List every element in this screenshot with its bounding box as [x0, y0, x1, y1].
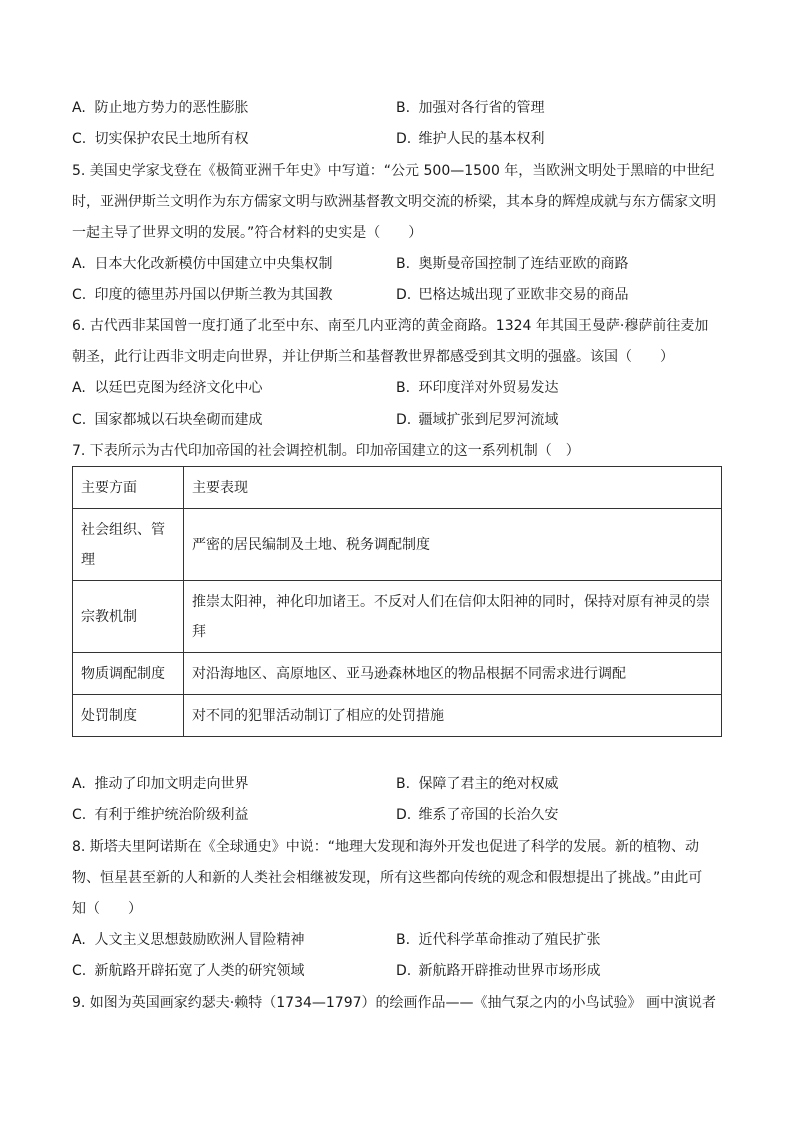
option-text: 推动了印加文明走向世界: [94, 776, 249, 792]
option-text: 有利于维护统治阶级利益: [94, 807, 249, 823]
option-text: 巴格达城出现了亚欧非交易的商品: [418, 287, 629, 303]
option-text: 新航路开辟推动世界市场形成: [418, 963, 601, 979]
q8-option-a: [72, 930, 304, 950]
table-cell-aspect: 处罚制度: [73, 695, 184, 737]
q9-stem-line-1: 9. 如图为英国画家约瑟夫·赖特（1734—1797）的绘画作品——《抽气泵之内的小鸟试验》 画中演说者: [72, 995, 716, 1011]
q8-option-d: [396, 961, 600, 981]
table-row: [73, 509, 722, 581]
table-header-cell: 主要方面: [73, 467, 184, 509]
option-text: 疆域扩张到尼罗河流域: [418, 412, 559, 428]
option-label: B.: [396, 256, 411, 272]
q7-table: [72, 466, 722, 737]
q6-option-b: [396, 378, 558, 398]
q7-option-b: [396, 774, 558, 794]
table-header-row: [73, 467, 722, 509]
q5-option-c: [72, 285, 332, 305]
table-header-cell: 主要表现: [184, 467, 722, 509]
table-cell-detail: 推崇太阳神，神化印加诸王。不反对人们在信仰太阳神的同时，保持对原有神灵的崇拜: [184, 581, 722, 653]
option-label: A.: [72, 932, 86, 948]
option-text: 维护人民的基本权利: [418, 131, 545, 147]
option-label: B.: [396, 932, 411, 948]
option-text: 奥斯曼帝国控制了连结亚欧的商路: [418, 256, 629, 272]
option-label: A.: [72, 100, 86, 116]
q6-stem-line-1: 6. 古代西非某国曾一度打通了北至中东、南至几内亚湾的黄金商路。1324 年其国王曼萨·穆萨前往麦加: [72, 318, 709, 334]
option-text: 人文主义思想鼓励欧洲人冒险精神: [94, 932, 305, 948]
q6-stem-line-2: 朝圣，此行让西非文明走向世界，并让伊斯兰和基督教世界都感受到其文明的强盛。该国（ ）: [72, 349, 674, 365]
table-cell-aspect: 社会组织、管理: [73, 509, 184, 581]
option-label: D.: [396, 412, 412, 428]
q5-stem-line-1: 5. 美国史学家戈登在《极简亚洲千年史》中写道：“公元 500—1500 年，当欧洲文明处于黑暗的中世纪: [72, 163, 715, 179]
q8-option-c: [72, 961, 304, 981]
option-label: C.: [72, 131, 87, 147]
option-label: C.: [72, 287, 87, 303]
option-label: B.: [396, 776, 411, 792]
table-row: [73, 653, 722, 695]
option-label: A.: [72, 380, 86, 396]
q4-option-a: [72, 98, 248, 118]
q5-option-a: [72, 254, 332, 274]
table-cell-aspect: 物质调配制度: [73, 653, 184, 695]
q4-option-b: [396, 98, 544, 118]
option-text: 以廷巴克图为经济文化中心: [94, 380, 263, 396]
option-label: C.: [72, 963, 87, 979]
option-label: B.: [396, 380, 411, 396]
q5-stem-line-3: 一起主导了世界文明的发展。”符合材料的史实是（ ）: [72, 225, 423, 241]
table-cell-detail: 对沿海地区、高原地区、亚马逊森林地区的物品根据不同需求进行调配: [184, 653, 722, 695]
option-text: 防止地方势力的恶性膨胀: [94, 100, 249, 116]
option-label: C.: [72, 412, 87, 428]
option-label: D.: [396, 287, 412, 303]
option-text: 印度的德里苏丹国以伊斯兰教为其国教: [94, 287, 333, 303]
q8-stem-line-3: 知（ ）: [72, 901, 142, 917]
q8-stem-line-2: 物、恒星甚至新的人和新的人类社会相继被发现，所有这些都向传统的观念和假想提出了挑战。”由此可: [72, 870, 703, 886]
option-label: D.: [396, 807, 412, 823]
option-label: C.: [72, 807, 87, 823]
q4-option-c: [72, 129, 248, 149]
option-text: 新航路开辟拓宽了人类的研究领域: [94, 963, 305, 979]
q6-option-c: [72, 410, 262, 430]
q4-option-d: [396, 129, 544, 149]
option-text: 近代科学革命推动了殖民扩张: [418, 932, 601, 948]
table-cell-aspect: 宗教机制: [73, 581, 184, 653]
q7-stem: 7. 下表所示为古代印加帝国的社会调控机制。印加帝国建立的这一系列机制（ ）: [72, 443, 580, 459]
option-text: 加强对各行省的管理: [418, 100, 545, 116]
option-label: A.: [72, 776, 86, 792]
option-label: D.: [396, 131, 412, 147]
option-text: 切实保护农民土地所有权: [94, 131, 249, 147]
q7-option-d: [396, 805, 558, 825]
q8-option-b: [396, 930, 600, 950]
q5-stem-line-2: 时，亚洲伊斯兰文明作为东方儒家文明与欧洲基督教文明交流的桥梁，其本身的辉煌成就与东方儒家文明: [72, 194, 716, 210]
option-text: 国家都城以石块垒砌而建成: [94, 412, 263, 428]
q6-option-d: [396, 410, 558, 430]
option-text: 环印度洋对外贸易发达: [418, 380, 559, 396]
option-text: 保障了君主的绝对权威: [418, 776, 559, 792]
table-row: [73, 581, 722, 653]
option-text: 维系了帝国的长治久安: [418, 807, 559, 823]
q7-option-c: [72, 805, 248, 825]
option-label: B.: [396, 100, 411, 116]
q5-option-d: [396, 285, 628, 305]
table-cell-detail: 对不同的犯罪活动制订了相应的处罚措施: [184, 695, 722, 737]
q8-stem-line-1: 8. 斯塔夫里阿诺斯在《全球通史》中说：“地理大发现和海外开发也促进了科学的发展。新的植物、动: [72, 839, 700, 855]
table-cell-detail: 严密的居民编制及土地、税务调配制度: [184, 509, 722, 581]
option-label: A.: [72, 256, 86, 272]
q5-option-b: [396, 254, 628, 274]
q7-option-a: [72, 774, 248, 794]
option-label: D.: [396, 963, 412, 979]
q6-option-a: [72, 378, 262, 398]
table-row: [73, 695, 722, 737]
option-text: 日本大化改新模仿中国建立中央集权制: [94, 256, 333, 272]
